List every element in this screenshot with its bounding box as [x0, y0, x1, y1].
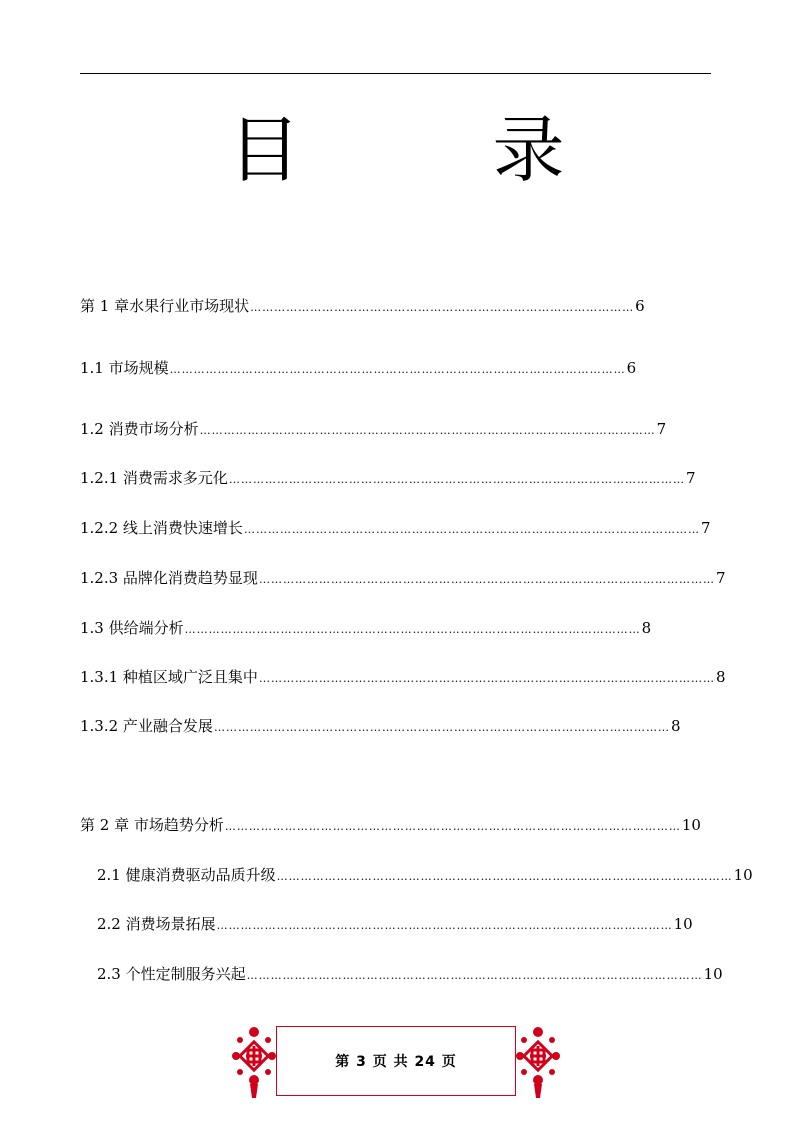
toc-label: 1.2 消费市场分析 — [80, 420, 199, 438]
toc-entry-1-1[interactable] — [80, 358, 637, 380]
toc-label: 2.1 健康消费驱动品质升级 — [97, 866, 276, 884]
toc-leader: …………………………………………………………………………………… — [250, 301, 635, 314]
toc-leader: …………………………………………………………………………………………………… — [184, 623, 641, 636]
toc-label: 1.2.2 线上消费快速增长 — [80, 519, 243, 537]
toc-leader: …………………………………………………………………………………………………… — [169, 363, 626, 376]
toc-label: 1.2.3 品牌化消费趋势显现 — [80, 569, 258, 587]
page-title: 目 录 — [228, 108, 625, 192]
toc-page-number: 10 — [703, 965, 723, 983]
toc-page-number: 8 — [641, 619, 652, 637]
toc-leader: …………………………………………………………………………………………………… — [228, 473, 685, 486]
toc-page-number: 7 — [685, 469, 696, 487]
page-number-box — [276, 1026, 516, 1096]
toc-entry-1-2-1[interactable] — [80, 468, 696, 490]
chinese-knot-left-icon — [232, 1024, 276, 1100]
toc-entry-2-1[interactable] — [97, 865, 753, 887]
toc-entry-1-3[interactable] — [80, 618, 652, 640]
toc-entry-1-2[interactable] — [80, 419, 667, 441]
toc-leader: …………………………………………………………………………………………………… — [258, 672, 715, 685]
toc-leader: …………………………………………………………………………………………………… — [246, 969, 703, 982]
toc-page-number: 6 — [626, 359, 637, 377]
toc-page-number: 10 — [733, 866, 753, 884]
toc-label: 1.3.2 产业融合发展 — [80, 717, 213, 735]
toc-page-number: 8 — [715, 668, 726, 686]
toc-leader: …………………………………………………………………………………………………… — [258, 573, 715, 586]
page-number-label: 第 3 页 共 24 页 — [335, 1054, 457, 1070]
toc-page-number: 7 — [700, 519, 711, 537]
toc-label: 第 1 章水果行业市场现状 — [80, 297, 250, 315]
toc-entry-1-3-1[interactable] — [80, 667, 726, 689]
toc-entry-2-2[interactable] — [97, 914, 693, 936]
toc-label: 1.3 供给端分析 — [80, 619, 184, 637]
toc-entry-2-3[interactable] — [97, 964, 723, 986]
toc-page-number: 8 — [670, 717, 681, 735]
chinese-knot-right-icon — [516, 1024, 560, 1100]
toc-label: 1.2.1 消费需求多元化 — [80, 469, 228, 487]
toc-leader: …………………………………………………………………………………………………… — [199, 424, 656, 437]
toc-page-number: 10 — [681, 816, 701, 834]
toc-entry-1-3-2[interactable] — [80, 716, 681, 738]
toc-entry-ch2[interactable] — [80, 815, 701, 837]
toc-label: 2.2 消费场景拓展 — [97, 915, 216, 933]
toc-page-number: 7 — [715, 569, 726, 587]
toc-leader: …………………………………………………………………………………………………… — [243, 523, 700, 536]
toc-label: 1.1 市场规模 — [80, 359, 169, 377]
toc-entry-ch1[interactable] — [80, 296, 645, 318]
toc-leader: …………………………………………………………………………………………………… — [213, 721, 670, 734]
toc-leader: …………………………………………………………………………………………………… — [216, 919, 673, 932]
toc-label: 1.3.1 种植区域广泛且集中 — [80, 668, 258, 686]
toc-label: 第 2 章 市场趋势分析 — [80, 816, 224, 834]
toc-leader: …………………………………………………………………………………………………… — [224, 820, 681, 833]
toc-entry-1-2-2[interactable] — [80, 518, 711, 540]
toc-page-number: 10 — [673, 915, 693, 933]
toc-page-number: 7 — [656, 420, 667, 438]
header-rule — [80, 73, 711, 74]
toc-leader: …………………………………………………………………………………………………… — [276, 870, 733, 883]
toc-label: 2.3 个性定制服务兴起 — [97, 965, 246, 983]
toc-page-number: 6 — [635, 297, 645, 315]
toc-entry-1-2-3[interactable] — [80, 568, 726, 590]
